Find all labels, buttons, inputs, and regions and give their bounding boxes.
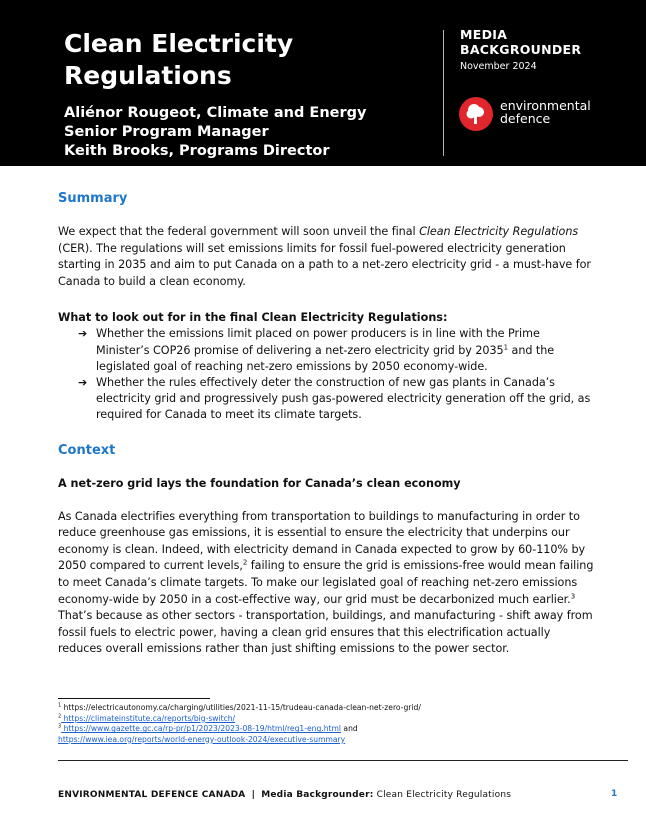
list-item-text: Whether the emissions limit placed on power producers is in line with the Prime Minister’s COP26 promise of delivering a net-zero electricity grid by 2035 bbox=[96, 327, 540, 357]
main-content bbox=[58, 190, 594, 658]
context-text: failing to ensure the grid is emissions-free would mean failing to meet Canada’s climate targets. To make our legislated goal of reaching net-zero emissions economy-wide by 2050 in a cost-effective way, our grid must be decarbonized much earlier. bbox=[58, 559, 594, 606]
page-footer bbox=[58, 789, 628, 801]
context-text: As Canada electrifies everything from transportation to buildings to manufacturing in order to reduce greenhouse gas emissions, it is essential to ensure the electricity that underpins our economy is clean. Indeed, with electricity demand in Canada expected to grow by 60-110% by 2050 compared to current levels, bbox=[58, 509, 586, 573]
footnote-separator bbox=[58, 698, 210, 699]
logo-word: defence bbox=[500, 111, 551, 126]
organization-logo-text bbox=[500, 99, 640, 125]
regulation-name: Clean Electricity Regulations bbox=[419, 225, 579, 238]
footnote bbox=[58, 703, 588, 714]
summary-text: We expect that the federal government will soon unveil the final bbox=[58, 225, 420, 238]
authors-block bbox=[64, 104, 434, 161]
author-line: Senior Program Manager bbox=[64, 124, 269, 140]
list-item-text: Whether the rules effectively deter the construction of new gas plants in Canada’s electricity grid and progressively push gas-powered electricity generation off the grid, as required for Canada to meet its climate targets. bbox=[96, 375, 591, 422]
list-item bbox=[58, 326, 594, 375]
footnote-number: 2 bbox=[58, 713, 62, 720]
footnote-link[interactable]: https://www.iea.org/reports/world-energy-outlook-2024/executive-summary bbox=[58, 734, 346, 744]
footnote bbox=[58, 735, 588, 746]
doc-type-line: BACKGROUNDER bbox=[460, 42, 582, 57]
footer-organization: ENVIRONMENTAL DEFENCE CANADA bbox=[58, 790, 246, 800]
lookout-list bbox=[58, 326, 594, 423]
footnote-text: and bbox=[341, 724, 358, 734]
footnote-number: 3 bbox=[58, 723, 62, 730]
page-number: 1 bbox=[611, 789, 618, 799]
context-subheading: A net-zero grid lays the foundation for Canada’s clean economy bbox=[58, 476, 461, 490]
summary-paragraph bbox=[58, 224, 594, 290]
doc-type-line: MEDIA bbox=[460, 27, 508, 42]
logo-word: environmental bbox=[500, 98, 591, 113]
context-text: That’s because as other sectors - transportation, buildings, and manufacturing - shift away from fossil fuels to electric power, having a clean grid ensures that this electrification actually reduces overall emissions rather than just shifting emissions to the power sector. bbox=[58, 609, 593, 656]
list-item-text: and the legislated goal of reaching net-zero emissions by 2050 economy-wide. bbox=[96, 343, 555, 373]
doc-type-label bbox=[460, 27, 640, 57]
list-item bbox=[58, 375, 594, 424]
footnote-number: 1 bbox=[58, 702, 62, 709]
footnote bbox=[58, 724, 588, 735]
header-divider bbox=[443, 30, 444, 156]
footnote bbox=[58, 714, 588, 725]
footnote-ref[interactable]: 2 bbox=[242, 558, 248, 567]
author-line: Aliénor Rougeot, Climate and Energy bbox=[64, 105, 367, 121]
footnotes bbox=[58, 703, 588, 745]
footnote-link[interactable]: https://www.gazette.gc.ca/rp-pr/p1/2023/2023-08-19/html/reg1-eng.html bbox=[61, 724, 341, 734]
summary-text: (CER). The regulations will set emissions limits for fossil fuel-powered electricity generation starting in 2035 and aim to put Canada on a path to a net-zero electricity grid - a must-have for Canada to build a clean economy. bbox=[58, 241, 591, 288]
context-paragraph bbox=[58, 509, 594, 658]
arrow-right-icon: ➔ bbox=[78, 375, 88, 389]
tree-icon bbox=[459, 97, 493, 131]
footer-document-name: Clean Electricity Regulations bbox=[373, 790, 512, 800]
footer-separator-glyph: | bbox=[251, 790, 256, 800]
document-title: Clean Electricity Regulations bbox=[64, 29, 294, 90]
context-heading: Context bbox=[58, 442, 116, 458]
footnote-ref[interactable]: 1 bbox=[503, 342, 509, 351]
author-line: Keith Brooks, Programs Director bbox=[64, 143, 330, 159]
footnote-ref[interactable]: 3 bbox=[570, 591, 576, 600]
doc-date: November 2024 bbox=[460, 61, 537, 72]
arrow-right-icon: ➔ bbox=[78, 327, 88, 341]
footer-separator bbox=[58, 760, 628, 761]
footer-label: Media Backgrounder: bbox=[261, 790, 374, 800]
footnote-text: https://electricautonomy.ca/charging/utilities/2021-11-15/trudeau-canada-clean-net-zero-grid/ bbox=[61, 703, 421, 712]
summary-heading: Summary bbox=[58, 191, 128, 206]
header-banner bbox=[0, 0, 646, 166]
footnote-link[interactable]: https://climateinstitute.ca/reports/big-switch/ bbox=[61, 713, 236, 723]
lookout-heading: What to look out for in the final Clean Electricity Regulations: bbox=[58, 311, 448, 325]
